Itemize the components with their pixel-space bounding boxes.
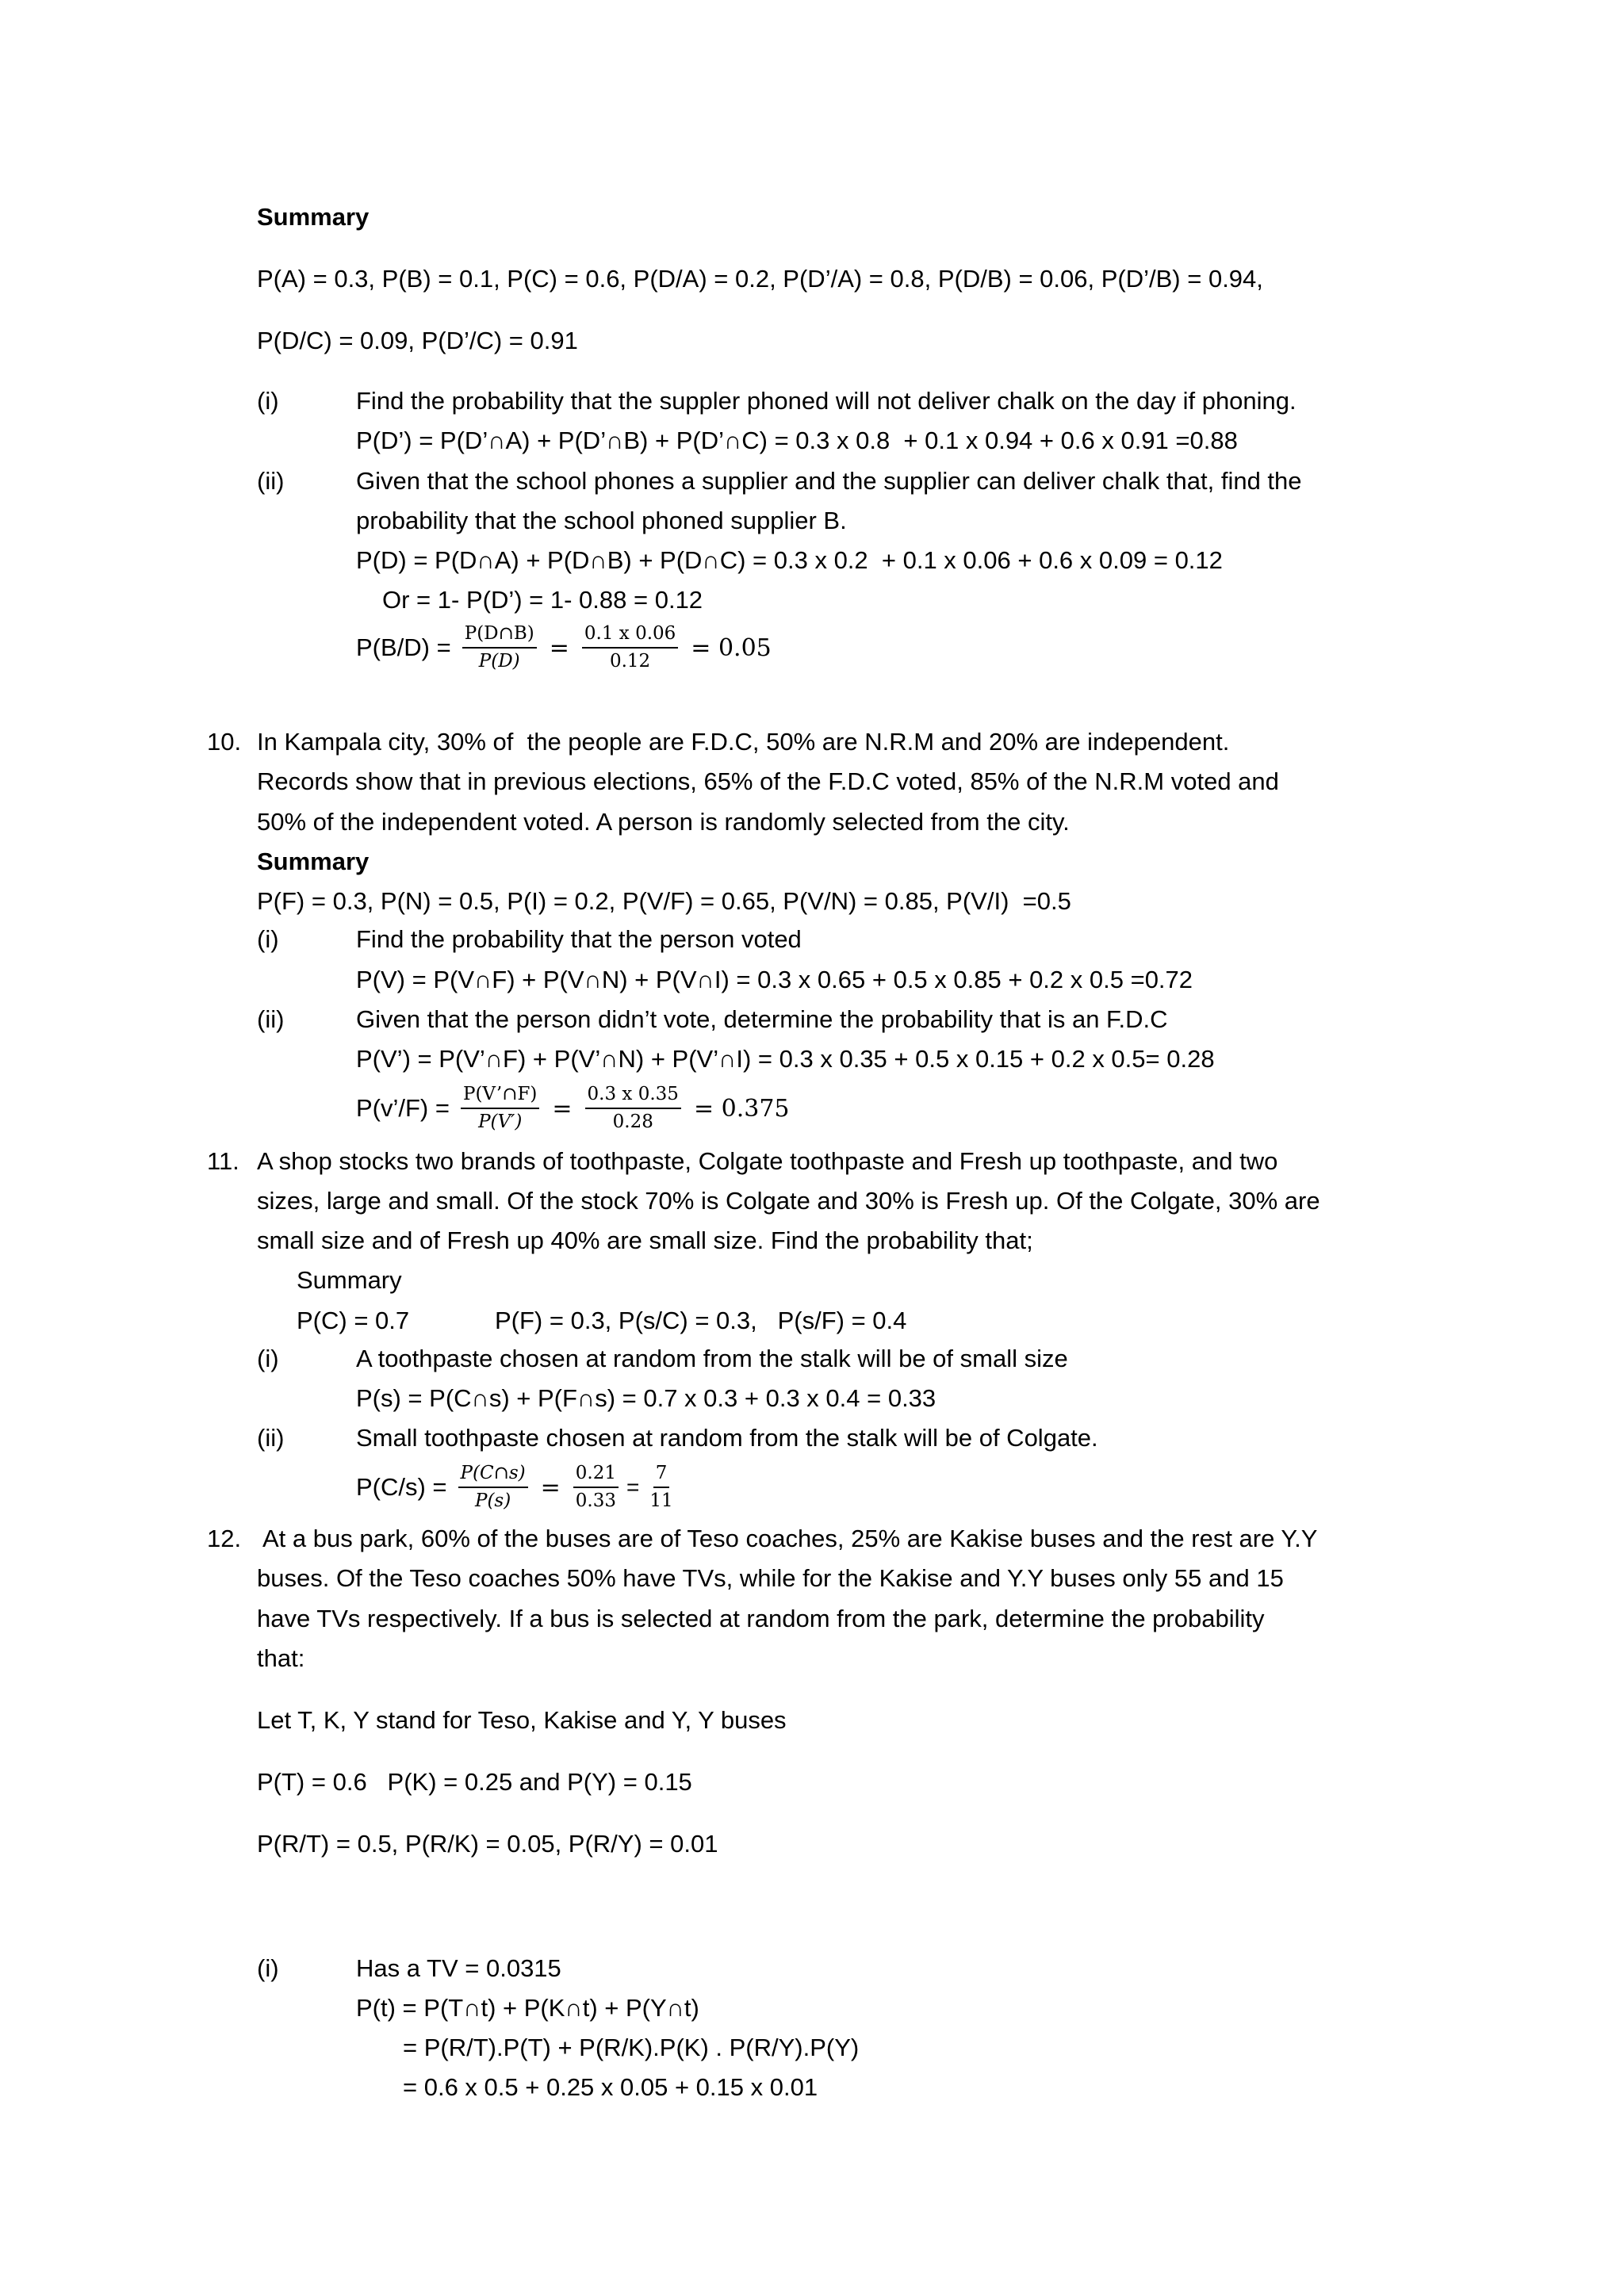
q9-part-i-working: P(D’) = P(D’∩A) + P(D’∩B) + P(D’∩C) = 0.3 x 0.8 + 0.1 x 0.94 + 0.6 x 0.91 =0.88 (356, 427, 1238, 454)
fraction-numerator: P(V’∩F) (461, 1082, 539, 1109)
fraction (582, 622, 678, 674)
q9-summary-heading: Summary (257, 203, 370, 231)
result-answer: = 0.05 (691, 633, 772, 662)
fraction (458, 1461, 528, 1513)
q11-summary-heading: Summary (297, 1266, 402, 1294)
fraction-numerator: 0.1 x 0.06 (582, 622, 678, 649)
q9-part-ii-working: Or = 1- P(D’) = 1- 0.88 = 0.12 (382, 586, 703, 614)
q10-number: 10. (207, 728, 242, 756)
q10-part-ii-result (356, 1080, 798, 1137)
q11-givens-line: P(F) = 0.3, P(s/C) = 0.3, P(s/F) = 0.4 (495, 1307, 907, 1334)
q10-stem-line: 50% of the independent voted. A person is randomly selected from the city. (257, 808, 1070, 836)
q10-part-i-working: P(V) = P(V∩F) + P(V∩N) + P(V∩I) = 0.3 x 0.65 + 0.5 x 0.85 + 0.2 x 0.5 =0.72 (356, 966, 1193, 993)
q10-part-i-label: (i) (257, 925, 279, 953)
q10-part-ii-working: P(V’) = P(V’∩F) + P(V’∩N) + P(V’∩I) = 0.3 x 0.35 + 0.5 x 0.15 + 0.2 x 0.5= 0.28 (356, 1045, 1215, 1073)
q10-givens-line: P(F) = 0.3, P(N) = 0.5, P(I) = 0.2, P(V/F) = 0.65, P(V/N) = 0.85, P(V/I) =0.5 (257, 887, 1071, 915)
fraction (585, 1082, 681, 1135)
equals-sign: = (540, 1473, 561, 1502)
q11-part-i-label: (i) (257, 1345, 279, 1372)
fraction-numerator: 0.21 (573, 1461, 619, 1488)
fraction-denominator: P(s) (474, 1490, 511, 1511)
q12-part-i-working: = P(R/T).P(T) + P(R/K).P(K) . P(R/Y).P(Y) (403, 2034, 860, 2061)
q12-stem-line: that: (257, 1644, 305, 1672)
fraction-denominator: 11 (649, 1490, 673, 1511)
q10-stem-line: In Kampala city, 30% of the people are F.D.C, 50% are N.R.M and 20% are independent. (257, 728, 1230, 756)
q11-number: 11. (207, 1147, 239, 1175)
q12-stem-line: have TVs respectively. If a bus is selected at random from the park, determine the probability (257, 1605, 1265, 1632)
q9-givens-line: P(A) = 0.3, P(B) = 0.1, P(C) = 0.6, P(D/A) = 0.2, P(D’/A) = 0.8, P(D/B) = 0.06, P(D’/B) = 0.94, (257, 265, 1263, 293)
fraction-denominator: 0.33 (575, 1490, 617, 1511)
q12-givens-line: P(T) = 0.6 P(K) = 0.25 and P(Y) = 0.15 (257, 1768, 692, 1796)
fraction (461, 1082, 539, 1135)
fraction (462, 622, 537, 674)
q9-part-ii-question: probability that the school phoned supplier B. (356, 507, 847, 534)
fraction-numerator: 0.3 x 0.35 (585, 1082, 681, 1109)
q11-part-ii-result (356, 1459, 680, 1516)
result-lhs: P(B/D) = (356, 633, 451, 661)
q9-part-ii-result (356, 619, 779, 676)
q11-stem-line: A shop stocks two brands of toothpaste, Colgate toothpaste and Fresh up toothpaste, and two (257, 1147, 1278, 1175)
q12-part-i-working: = 0.6 x 0.5 + 0.25 x 0.05 + 0.15 x 0.01 (403, 2073, 818, 2101)
q11-part-ii-label: (ii) (257, 1424, 285, 1452)
q9-part-ii-label: (ii) (257, 467, 285, 495)
q12-stem-line: buses. Of the Teso coaches 50% have TVs, while for the Kakise and Y.Y buses only 55 and 15 (257, 1564, 1284, 1592)
fraction-numerator: P(D∩B) (462, 622, 537, 649)
equals-sign: = (552, 1094, 573, 1123)
fraction (573, 1461, 619, 1513)
q11-part-i-question: A toothpaste chosen at random from the stalk will be of small size (356, 1345, 1068, 1372)
q10-stem-line: Records show that in previous elections, 65% of the F.D.C voted, 85% of the N.R.M voted and (257, 767, 1279, 795)
q9-part-i-label: (i) (257, 387, 279, 415)
q10-summary-heading: Summary (257, 848, 370, 875)
q9-part-ii-question: Given that the school phones a supplier and the supplier can deliver chalk that, find the (356, 467, 1302, 495)
equals-sign: = (626, 1475, 640, 1499)
fraction-numerator: 7 (653, 1461, 670, 1488)
q12-part-i-label: (i) (257, 1954, 279, 1982)
q11-givens-line: P(C) = 0.7 (297, 1307, 410, 1334)
q11-part-i-working: P(s) = P(C∩s) + P(F∩s) = 0.7 x 0.3 + 0.3 x 0.4 = 0.33 (356, 1384, 936, 1412)
result-lhs: P(C/s) = (356, 1473, 447, 1501)
q11-stem-line: small size and of Fresh up 40% are small size. Find the probability that; (257, 1226, 1033, 1254)
equals-sign: = (549, 633, 569, 662)
q10-part-ii-question: Given that the person didn’t vote, determine the probability that is an F.D.C (356, 1005, 1168, 1033)
q12-stem-line: At a bus park, 60% of the buses are of Teso coaches, 25% are Kakise buses and the rest are Y.Y (262, 1525, 1318, 1552)
fraction-denominator: 0.12 (609, 651, 651, 672)
q12-number: 12. (207, 1525, 242, 1552)
q10-part-i-question: Find the probability that the person voted (356, 925, 802, 953)
q12-part-i-working: P(t) = P(T∩t) + P(K∩t) + P(Y∩t) (356, 1994, 699, 2022)
q10-part-ii-label: (ii) (257, 1005, 285, 1033)
fraction-denominator: P(D) (478, 651, 520, 672)
q9-givens-line: P(D/C) = 0.09, P(D’/C) = 0.91 (257, 327, 578, 354)
result-answer: = 0.375 (693, 1094, 790, 1123)
q9-part-i-question: Find the probability that the suppler phoned will not deliver chalk on the day if phoning. (356, 387, 1297, 415)
fraction-numerator: P(C∩s) (458, 1461, 528, 1488)
q12-givens-line: P(R/T) = 0.5, P(R/K) = 0.05, P(R/Y) = 0.01 (257, 1830, 718, 1858)
fraction-denominator: 0.28 (612, 1112, 653, 1132)
q11-stem-line: sizes, large and small. Of the stock 70% is Colgate and 30% is Fresh up. Of the Colgate, 30% are (257, 1187, 1320, 1215)
q11-part-ii-question: Small toothpaste chosen at random from the stalk will be of Colgate. (356, 1424, 1098, 1452)
fraction (647, 1461, 675, 1513)
q12-part-i-question: Has a TV = 0.0315 (356, 1954, 561, 1982)
result-lhs: P(v’/F) = (356, 1094, 450, 1122)
fraction-denominator: P(V′) (478, 1112, 523, 1132)
q9-part-ii-working: P(D) = P(D∩A) + P(D∩B) + P(D∩C) = 0.3 x 0.2 + 0.1 x 0.06 + 0.6 x 0.09 = 0.12 (356, 546, 1223, 574)
q12-notation-line: Let T, K, Y stand for Teso, Kakise and Y, Y buses (257, 1706, 787, 1734)
